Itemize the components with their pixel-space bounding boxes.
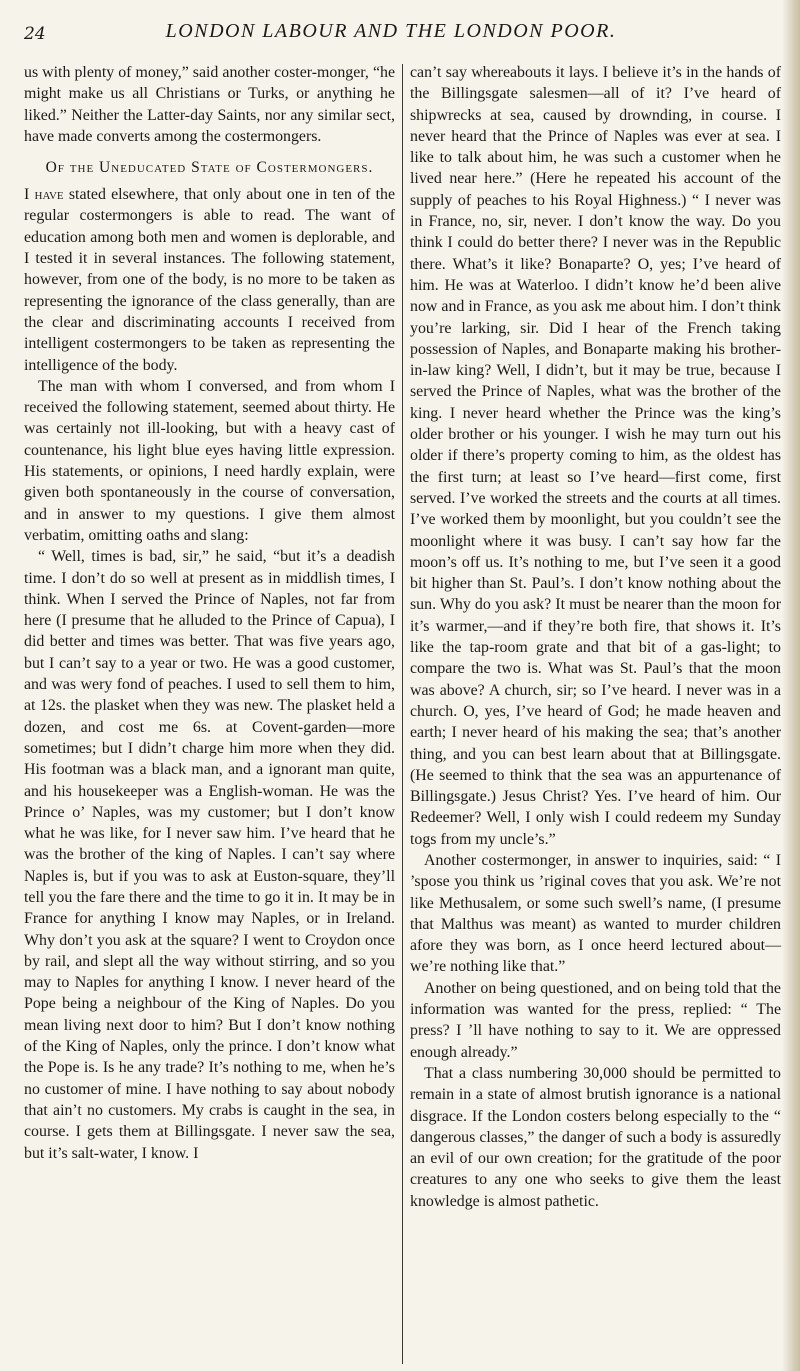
drop-lead: I have	[24, 186, 64, 204]
paragraph	[24, 184, 395, 376]
paragraph: “ Well, times is bad, sir,” he said, “but it’s a deadish time. I don’t do so well at present as in middlish times, I think. When I served the Prince of Naples, not far from here (I presume that he alluded to the Prince of Capua), I did better and times was better. That was five years ago, but I can’t say to a year or two. He was a good customer, and was wery fond of peaches. I used to sell them to him, at 12s. the plasket when they was new. The plasket held a dozen, and cost me 6s. at Covent-garden—more sometimes; but I didn’t charge him more when they did. His footman was a black man, and a ignorant man quite, and his housekeeper was a English-woman. He was the Prince o’ Naples, was my customer; but I don’t know what he was like, for I never saw him. I’ve heard that he was the brother of the king of Naples. I can’t say where Naples is, but if you was to ask at Euston-square, they’ll tell you the fare there and the time to go it in. It may be in France for anything I know may Naples, or in Ireland. Why don’t you ask at the square? I went to Croydon once by rail, and slept all the way without stirring, and so you may to Naples for anything I know. I never heard of the Pope being a neighbour of the King of Naples. Do you mean living next door to him? But I don’t know nothing of the King of Naples, only the prince. I don’t know what the Pope is. Is he any trade? It’s nothing to me, when he’s no customer of mine. I have nothing to say about nobody that ain’t no customers. My crabs is caught in the sea, in course. I gets them at Billingsgate. I never saw the sea, but it’s salt-water, I know. I	[24, 548, 395, 1162]
paragraph: Another costermonger, in answer to inquiries, said: “ I ’spose you think us ’riginal coves that you ask. We’re not like Methusalem, or some such swell’s name, (I presume that Malthus was meant) as wanted to murder children afore they was born, as I once heerd lectured about—we’re nothing like that.”	[410, 851, 781, 976]
paragraph: That a class numbering 30,000 should be permitted to remain in a state of almost brutish ignorance is a national disgrace. If the London costers belong especially to the “ dangerous classes,” the danger of such a body is assuredly an evil of our own creation; for the gratitude of the poor creatures to any one who seeks to give them the least knowledge is almost pathetic.	[410, 1064, 781, 1210]
right-column	[410, 62, 781, 1212]
running-title: LONDON LABOUR AND THE LONDON POOR.	[165, 20, 617, 42]
paragraph: us with plenty of money,” said another coster-monger, “he might make us all Christians or Turks, or anything he liked.” Neither the Latter-day Saints, nor any similar sect, have made converts among the costermongers.	[24, 64, 395, 145]
page-number: 24	[24, 24, 46, 44]
section-heading: Of the Uneducated State of Costermongers.	[45, 159, 374, 177]
paragraph: can’t say whereabouts it lays. I believe it’s in the hands of the Billingsgate salesmen—all of it? I’ve heard of shipwrecks at sea, caused by drownding, in course. I never heard that the Prince of Naples was ever at sea. I like to talk about him, he was such a customer when he lived near here.” (Here he repeated his account of the supply of peaches to his Royal Highness.) “ I never was in France, no, sir, never. I don’t know the way. Do you think I could do better there? I never was in the Republic there. What’s it like? Bonaparte? O, yes; I’ve heard of him. He was at Waterloo. I didn’t know he’d been alive now and in France, as you ask me about him. I don’t think you’re larking, sir. Did I hear of the French taking possession of Naples, and Bonaparte making his brother-in-law king? Well, I didn’t, but it may be true, because I served the Prince of Naples, what was the brother of the king. I never heard whether the Prince was the king’s older brother or his younger. I wish he may turn out his older if there’s property coming to him, as the oldest has the first turn; at least so I’ve heard—first come, first served. I’ve worked the streets and the courts at all times. I’ve worked them by moonlight, but you couldn’t see the moonlight where it was busy. I can’t say how far the moon’s off us. It’s nothing to me, but I’ve seen it a good bit higher than St. Paul’s. I don’t know nothing about the sun. Why do you ask? It must be nearer than the moon for it’s warmer,—and if they’re both fire, that shows it. It’s like the tap-room grate and that bit of a gas-light; to compare the two is. What was St. Paul’s that the moon was above? A church, sir; so I’ve heard. I never was in a church. O, yes, I’ve heard of God; he made heaven and earth; I never heard of his making the sea; that’s another thing, and you can best learn about that at Billingsgate. (He seemed to think that the sea was an appurtenance of Billingsgate.) Jesus Christ? Yes. I’ve heard of him. Our Redeemer? Well, I only wish I could redeem my Sunday togs from my uncle’s.”	[410, 64, 781, 848]
page-header	[22, 14, 760, 50]
column-divider	[402, 64, 403, 1364]
page-edge-shadow	[782, 0, 800, 1371]
left-column	[24, 62, 395, 1164]
paragraph: The man with whom I conversed, and from whom I received the following statement, seemed about thirty. He was certainly not ill-looking, but with a heavy cast of countenance, his light blue eyes having little expression. His statements, or opinions, I need hardly explain, were given both spontaneously in the course of conversation, and in answer to my questions. I give them almost verbatim, omitting oaths and slang:	[24, 377, 395, 544]
paragraph: Another on being questioned, and on being told that the information was wanted for the press, replied: “ The press? I ’ll have nothing to say to it. We are oppressed enough already.”	[410, 979, 781, 1061]
paragraph-text: stated elsewhere, that only about one in ten of the regular costermongers is able to read. The want of education among both men and women is deplorable, and I tested it in several instances. The following statement, however, from one of the body, is no more to be taken as representing the ignorance of the class generally, than are the clear and discriminating accounts I received from intelligent costermongers to be taken as representing the intelligence of the body.	[24, 186, 395, 374]
